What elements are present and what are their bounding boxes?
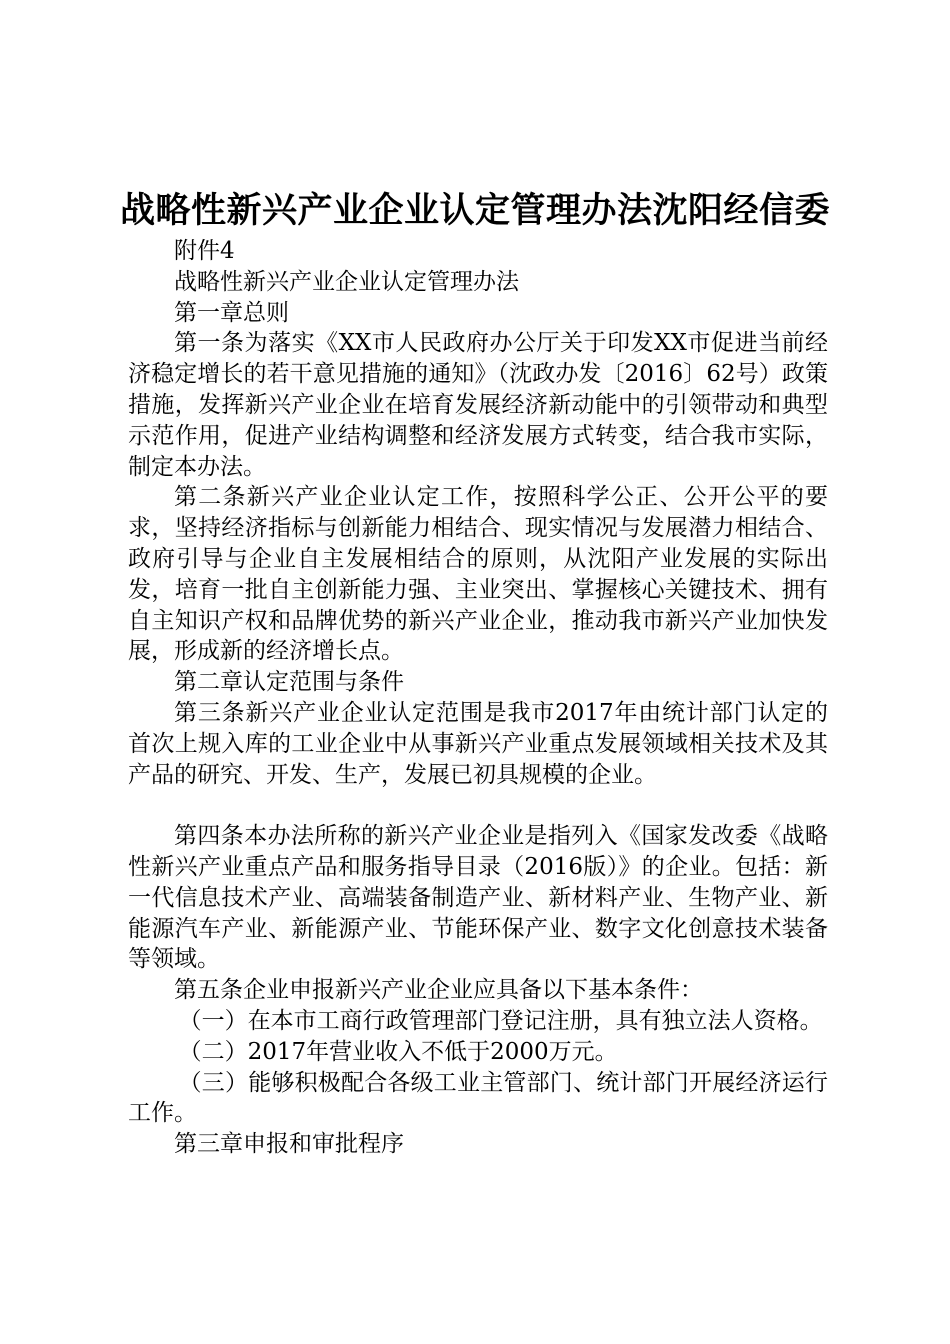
condition-item: （三）能够积极配合各级工业主管部门、统计部门开展经济运行工作。 — [128, 1069, 828, 1127]
condition-item: （一）在本市工商行政管理部门登记注册，具有独立法人资格。 — [178, 1007, 823, 1034]
article-paragraph: 第三条新兴产业企业认定范围是我市2017年由统计部门认定的首次上规入库的工业企业中从事新兴产业重点发展领域相关技术及其产品的研究、开发、生产，发展已初具规模的企业。 — [128, 699, 828, 788]
document-subtitle: 战略性新兴产业企业认定管理办法 — [174, 268, 519, 295]
attachment-label: 附件4 — [174, 238, 235, 264]
article-paragraph: 第五条企业申报新兴产业企业应具备以下基本条件： — [174, 977, 703, 1004]
article-paragraph: 第一条为落实《XX市人民政府办公厅关于印发XX市促进当前经济稳定增长的若干意见措施的通知》（沈政办发〔2016〕62号）政策措施，发挥新兴产业企业在培育发展经济新动能中的引领带动和典型示范作用，促进产业结构调整和经济发展方式转变，结合我市实际，制定本办法。 — [128, 330, 828, 480]
article-paragraph: 第二条新兴产业企业认定工作，按照科学公正、公开公平的要求，坚持经济指标与创新能力相结合、现实情况与发展潜力相结合、政府引导与企业自主发展相结合的原则，从沈阳产业发展的实际出发，培育一批自主创新能力强、主业突出、掌握核心关键技术、拥有自主知识产权和品牌优势的新兴产业企业，推动我市新兴产业加快发展，形成新的经济增长点。 — [128, 484, 828, 665]
document-body — [128, 236, 828, 1160]
chapter-heading: 第二章认定范围与条件 — [174, 669, 404, 696]
document-title: 战略性新兴产业企业认定管理办法沈阳经信委 — [119, 191, 830, 231]
chapter-heading: 第三章申报和审批程序 — [174, 1131, 404, 1158]
condition-item: （二）2017年营业收入不低于2000万元。 — [178, 1038, 618, 1065]
chapter-heading: 第一章总则 — [174, 299, 289, 326]
article-paragraph: 第四条本办法所称的新兴产业企业是指列入《国家发改委《战略性新兴产业重点产品和服务指导目录（2016版）》的企业。包括：新一代信息技术产业、高端装备制造产业、新材料产业、生物产业、新能源汽车产业、新能源产业、节能环保产业、数字文化创意技术装备等领域。 — [128, 823, 828, 973]
